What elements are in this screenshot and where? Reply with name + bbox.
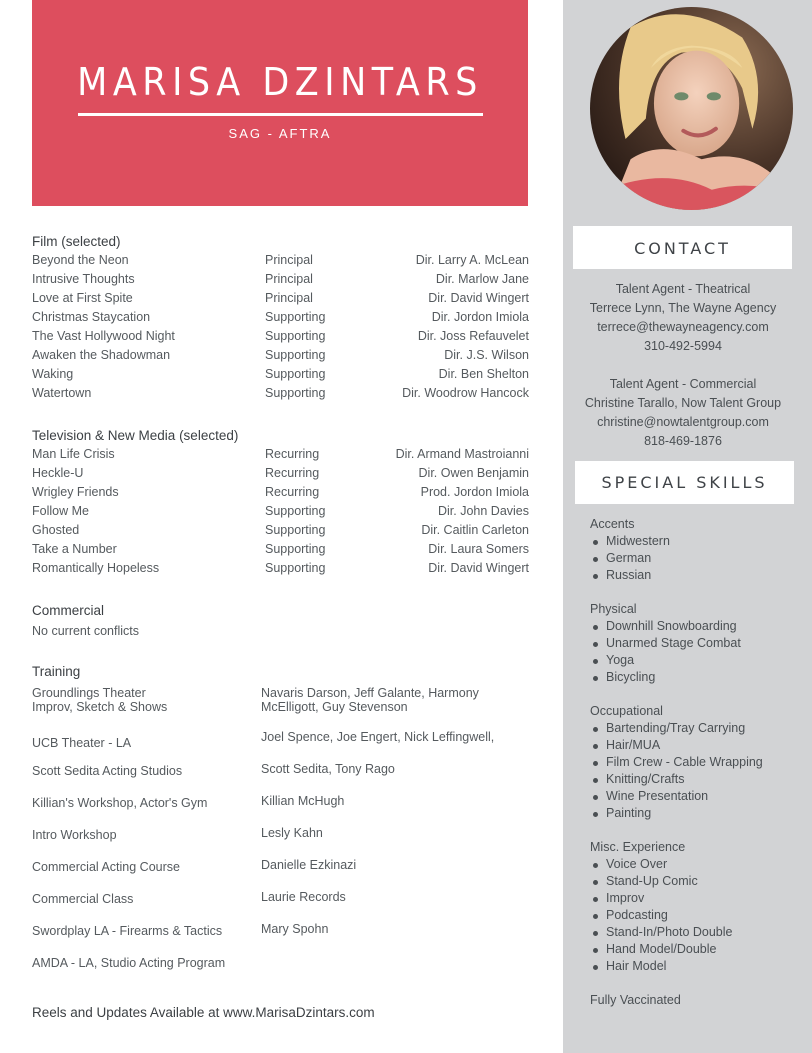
header-divider xyxy=(78,113,483,116)
credit-role: Supporting xyxy=(265,348,326,362)
skill-item: Unarmed Stage Combat xyxy=(590,635,805,652)
credit-role: Supporting xyxy=(265,367,326,381)
training-school: Commercial Class xyxy=(32,892,134,906)
credit-role: Recurring xyxy=(265,485,320,499)
training-school: Commercial Acting Course xyxy=(32,860,180,874)
credit-row xyxy=(32,384,529,403)
credit-row xyxy=(32,327,529,346)
training-teachers: Danielle Ezkinazi xyxy=(261,858,357,872)
skill-group-accents xyxy=(590,516,805,584)
skill-item: Podcasting xyxy=(590,907,805,924)
credit-role: Principal xyxy=(265,272,313,286)
credit-title: Intrusive Thoughts xyxy=(32,272,135,286)
commercial-section xyxy=(32,601,529,641)
training-teachers: Laurie Records xyxy=(261,890,346,904)
credit-row xyxy=(32,308,529,327)
skill-item: Voice Over xyxy=(590,856,805,873)
skill-item: Hand Model/Double xyxy=(590,941,805,958)
commercial-conflicts: No current conflicts xyxy=(32,624,139,638)
training-teachers: Killian McHugh xyxy=(261,794,345,808)
credit-director: Dir. Joss Refauvelet xyxy=(417,329,529,343)
credit-director: Dir. David Wingert xyxy=(428,291,529,305)
training-teachers: Mary Spohn xyxy=(261,922,329,936)
credit-role: Supporting xyxy=(265,310,326,324)
skill-item: Hair Model xyxy=(590,958,805,975)
skill-group-occupational xyxy=(590,703,805,822)
credit-role: Supporting xyxy=(265,329,326,343)
skill-item: German xyxy=(590,550,805,567)
credit-director: Dir. Caitlin Carleton xyxy=(421,523,529,537)
section-title-commercial: Commercial xyxy=(32,603,105,618)
theatrical-agent-phone: 310-492-5994 xyxy=(644,339,722,353)
training-school: Swordplay LA - Firearms & Tactics xyxy=(32,924,223,938)
commercial-agent-contact xyxy=(563,375,803,451)
credit-role: Supporting xyxy=(265,561,326,575)
credit-title: Take a Number xyxy=(32,542,117,556)
commercial-agent-name: Christine Tarallo, Now Talent Group xyxy=(584,396,782,410)
skill-item: Russian xyxy=(590,567,805,584)
skill-item: Midwestern xyxy=(590,533,805,550)
skill-item: Stand-Up Comic xyxy=(590,873,805,890)
credit-title: Romantically Hopeless xyxy=(32,561,160,575)
credit-director: Dir. John Davies xyxy=(437,504,529,518)
skill-item: Wine Presentation xyxy=(590,788,805,805)
section-title-television: Television & New Media (selected) xyxy=(32,428,239,443)
training-school: Intro Workshop xyxy=(32,828,117,842)
theatrical-agent-role: Talent Agent - Theatrical xyxy=(615,282,751,296)
skill-item: Film Crew - Cable Wrapping xyxy=(590,754,805,771)
union-affiliation: SAG - AFTRA xyxy=(228,126,332,141)
skill-item: Hair/MUA xyxy=(590,737,805,754)
credit-role: Supporting xyxy=(265,523,326,537)
credit-title: Ghosted xyxy=(32,523,80,537)
skill-item: Bartending/Tray Carrying xyxy=(590,720,805,737)
training-school: UCB Theater - LA xyxy=(32,736,132,750)
skill-group-physical xyxy=(590,601,805,686)
credit-director: Dir. Jordon Imiola xyxy=(431,310,529,324)
credit-title: Waking xyxy=(32,367,74,381)
skill-item: Downhill Snowboarding xyxy=(590,618,805,635)
vaccination-status: Fully Vaccinated xyxy=(590,993,681,1007)
credit-director: Dir. Owen Benjamin xyxy=(418,466,529,480)
credit-director: Prod. Jordon Imiola xyxy=(420,485,529,499)
credit-title: Man Life Crisis xyxy=(32,447,115,461)
credit-director: Dir. Marlow Jane xyxy=(435,272,529,286)
training-teachers: Joel Spence, Joe Engert, Nick Leffingwell, xyxy=(261,730,495,744)
credit-row xyxy=(32,270,529,289)
credit-role: Principal xyxy=(265,291,313,305)
actor-name: MARISA DZINTARS xyxy=(77,60,483,104)
film-section xyxy=(32,232,529,403)
skill-group-heading: Misc. Experience xyxy=(590,840,686,854)
commercial-agent-email[interactable]: christine@nowtalentgroup.com xyxy=(597,415,769,429)
credit-title: Heckle-U xyxy=(32,466,84,480)
theatrical-agent-email[interactable]: terrece@thewayneagency.com xyxy=(597,320,769,334)
credit-title: Awaken the Shadowman xyxy=(32,348,171,362)
skill-item: Bicycling xyxy=(590,669,805,686)
credit-row xyxy=(32,540,529,559)
commercial-agent-role: Talent Agent - Commercial xyxy=(609,377,757,391)
credit-director: Dir. Woodrow Hancock xyxy=(402,386,529,400)
credit-role: Supporting xyxy=(265,386,326,400)
training-teachers: Scott Sedita, Tony Rago xyxy=(261,762,395,776)
skill-item: Improv xyxy=(590,890,805,907)
training-school: Groundlings Theater Improv, Sketch & Shows xyxy=(32,686,168,714)
credit-title: Beyond the Neon xyxy=(32,253,129,267)
credit-role: Supporting xyxy=(265,542,326,556)
credit-director: Dir. Armand Mastroianni xyxy=(395,447,529,461)
contact-heading: CONTACT xyxy=(573,226,792,269)
credit-role: Recurring xyxy=(265,466,320,480)
training-school: AMDA - LA, Studio Acting Program xyxy=(32,956,226,970)
credit-row xyxy=(32,346,529,365)
skill-item: Yoga xyxy=(590,652,805,669)
skill-item: Knitting/Crafts xyxy=(590,771,805,788)
skill-group-heading: Accents xyxy=(590,517,635,531)
skill-group-heading: Occupational xyxy=(590,704,663,718)
section-title-training: Training xyxy=(32,664,81,679)
section-title-film: Film (selected) xyxy=(32,234,121,249)
credit-row xyxy=(32,559,529,578)
header-banner xyxy=(32,0,528,206)
credit-role: Recurring xyxy=(265,447,320,461)
credit-row xyxy=(32,289,529,308)
television-section xyxy=(32,426,529,578)
commercial-agent-phone: 818-469-1876 xyxy=(644,434,722,448)
credit-row xyxy=(32,464,529,483)
credit-role: Principal xyxy=(265,253,313,267)
training-teachers: Lesly Kahn xyxy=(261,826,323,840)
training-school: Killian's Workshop, Actor's Gym xyxy=(32,796,208,810)
credit-row xyxy=(32,365,529,384)
credit-title: Watertown xyxy=(32,386,92,400)
special-skills-heading: SPECIAL SKILLS xyxy=(575,461,794,504)
credit-title: Christmas Staycation xyxy=(32,310,151,324)
special-skills-list xyxy=(590,516,805,1009)
skill-group-misc xyxy=(590,839,805,975)
credit-row xyxy=(32,251,529,270)
credit-title: Love at First Spite xyxy=(32,291,133,305)
credit-title: Wrigley Friends xyxy=(32,485,119,499)
credit-role: Supporting xyxy=(265,504,326,518)
headshot-photo xyxy=(590,7,793,210)
credit-director: Dir. J.S. Wilson xyxy=(444,348,529,362)
credit-row xyxy=(32,483,529,502)
theatrical-agent-contact xyxy=(563,280,803,356)
skill-item: Stand-In/Photo Double xyxy=(590,924,805,941)
skill-group-heading: Physical xyxy=(590,602,637,616)
credit-row xyxy=(32,445,529,464)
credit-row xyxy=(32,502,529,521)
credit-director: Dir. David Wingert xyxy=(428,561,529,575)
credit-title: Follow Me xyxy=(32,504,89,518)
reels-link[interactable]: Reels and Updates Available at www.MarisaDzintars.com xyxy=(32,1005,375,1020)
credit-director: Dir. Ben Shelton xyxy=(438,367,529,381)
credit-row xyxy=(32,521,529,540)
credit-title: The Vast Hollywood Night xyxy=(32,329,175,343)
skill-item: Painting xyxy=(590,805,805,822)
theatrical-agent-name: Terrece Lynn, The Wayne Agency xyxy=(589,301,777,315)
training-section xyxy=(32,662,529,681)
credit-director: Dir. Larry A. McLean xyxy=(415,253,529,267)
training-teachers: Navaris Darson, Jeff Galante, Harmony McElligott, Guy Stevenson xyxy=(261,686,479,714)
training-school: Scott Sedita Acting Studios xyxy=(32,764,183,778)
credit-director: Dir. Laura Somers xyxy=(428,542,529,556)
